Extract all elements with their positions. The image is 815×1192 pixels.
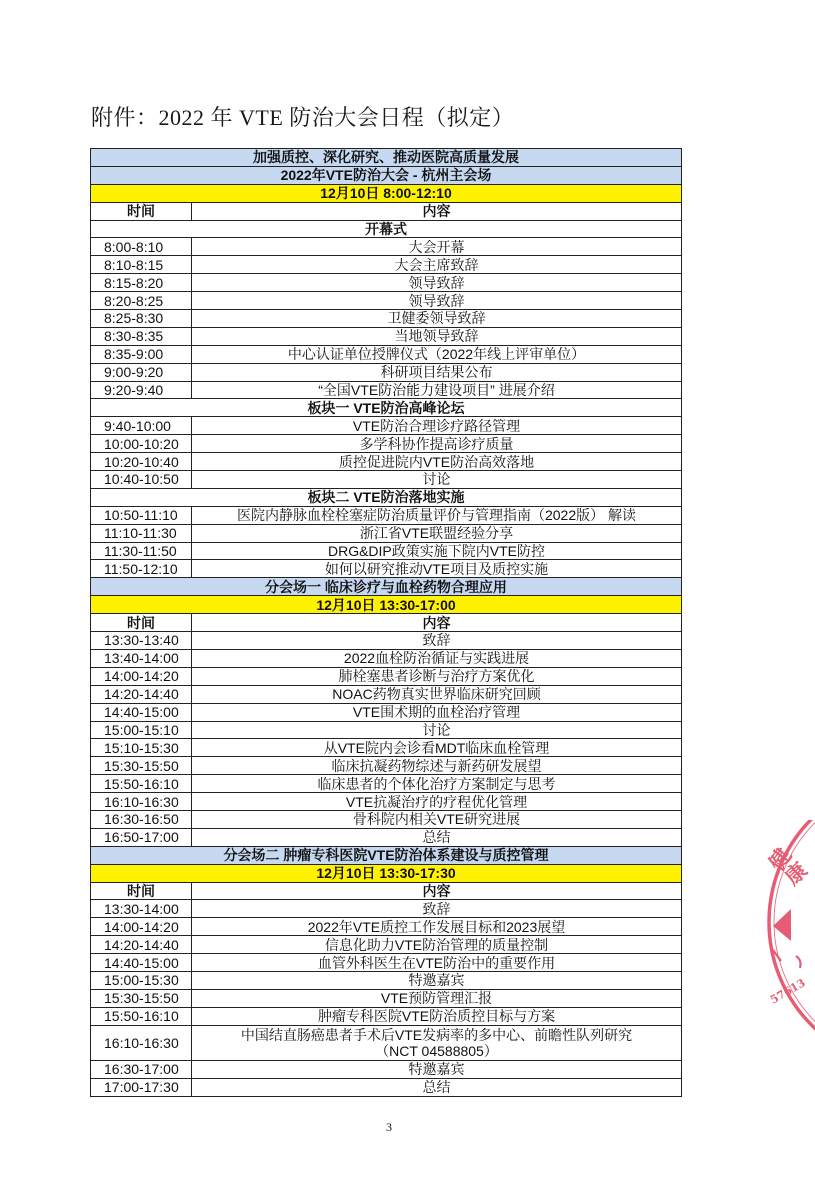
time-cell: 16:30-16:50 [91, 811, 192, 828]
section-row [91, 489, 681, 507]
time-column-header: 时间 [91, 203, 192, 220]
header-row [91, 614, 681, 632]
content-cell [192, 256, 681, 273]
schedule-row [91, 525, 681, 543]
content-cell [192, 793, 681, 810]
content-cell [192, 435, 681, 452]
content-cell [192, 328, 681, 345]
content-cell [192, 990, 681, 1007]
banner-row [91, 149, 681, 167]
content-cell [192, 650, 681, 667]
schedule-row [91, 990, 681, 1008]
time-cell: 10:50-11:10 [91, 507, 192, 524]
banner-text: 分会场二 肿瘤专科医院VTE防治体系建设与质控管理 [223, 847, 549, 864]
time-cell: 15:50-16:10 [91, 775, 192, 792]
time-cell: 9:00-9:20 [91, 364, 192, 381]
content-line: DRG&DIP政策实施下院内VTE防控 [327, 543, 545, 560]
schedule-row [91, 507, 681, 525]
content-cell [192, 829, 681, 846]
content-line: 多学科协作提高诊疗质量 [359, 435, 514, 452]
content-column-header [192, 203, 681, 220]
time-cell: 11:50-12:10 [91, 560, 192, 577]
date-row [91, 865, 681, 883]
time-cell: 8:30-8:35 [91, 328, 192, 345]
content-cell [192, 918, 681, 935]
content-line: 如何以研究推动VTE项目及质控实施 [324, 560, 549, 577]
content-line: 总结 [422, 1079, 451, 1096]
content-cell [192, 739, 681, 756]
content-cell [192, 811, 681, 828]
schedule-row [91, 417, 681, 435]
schedule-row [91, 1061, 681, 1079]
time-cell: 8:15-8:20 [91, 274, 192, 291]
section-text: 开幕式 [365, 221, 407, 237]
time-cell: 14:20-14:40 [91, 686, 192, 703]
schedule-row [91, 704, 681, 722]
date-row [91, 596, 681, 614]
schedule-row [91, 346, 681, 364]
content-line: 当地领导致辞 [394, 328, 479, 345]
content-line: 中国结直肠癌患者手术后VTE发病率的多中心、前瞻性队列研究 [240, 1026, 633, 1043]
banner-row [91, 167, 681, 185]
schedule-row [91, 328, 681, 346]
schedule-row [91, 739, 681, 757]
time-cell: 17:00-17:30 [91, 1079, 192, 1097]
section-text: 板块二 VTE防治落地实施 [307, 489, 465, 506]
time-cell: 10:20-10:40 [91, 453, 192, 470]
content-line: VTE预防管理汇报 [380, 990, 493, 1007]
schedule-row [91, 453, 681, 471]
date-text: 12月10日 13:30-17:30 [316, 865, 456, 882]
schedule-row [91, 543, 681, 561]
content-cell [192, 364, 681, 381]
banner-text: 加强质控、深化研究、推动医院高质量发展 [253, 149, 519, 166]
time-cell: 14:40-15:00 [91, 704, 192, 721]
content-cell [192, 722, 681, 739]
content-line: 医院内静脉血栓栓塞症防治质量评价与管理指南（2022版） 解读 [236, 507, 637, 524]
content-line: VTE抗凝治疗的疗程优化管理 [345, 793, 528, 810]
schedule-row [91, 238, 681, 256]
official-seal [760, 820, 815, 1040]
schedule-row [91, 954, 681, 972]
content-line: 从VTE院内会诊看MDT临床血栓管理 [323, 739, 550, 756]
banner-row [91, 578, 681, 596]
content-line: 内容 [422, 882, 451, 899]
content-column-header [192, 883, 681, 900]
time-cell: 11:10-11:30 [91, 525, 192, 542]
content-line: 2022血栓防治循证与实践进展 [343, 650, 530, 667]
content-cell [192, 900, 681, 917]
schedule-row [91, 900, 681, 918]
time-cell: 15:50-16:10 [91, 1008, 192, 1025]
content-line: VTE围术期的血栓治疗管理 [352, 704, 521, 721]
content-line: 血管外科医生在VTE防治中的重要作用 [317, 954, 556, 971]
content-line: 浙江省VTE联盟经验分享 [359, 525, 514, 542]
time-cell: 10:40-10:50 [91, 471, 192, 488]
time-cell: 13:40-14:00 [91, 650, 192, 667]
schedule-row [91, 256, 681, 274]
time-cell: 15:30-15:50 [91, 757, 192, 774]
content-cell [192, 936, 681, 953]
schedule-row [91, 435, 681, 453]
content-line: 特邀嘉宾 [408, 1061, 465, 1078]
header-row [91, 203, 681, 221]
content-line: 临床患者的个体化治疗方案制定与思考 [317, 775, 556, 792]
schedule-row [91, 292, 681, 310]
page-number: 3 [386, 1120, 392, 1134]
time-cell: 16:10-16:30 [91, 1026, 192, 1060]
schedule-row [91, 1026, 681, 1061]
content-cell [192, 543, 681, 560]
content-cell [192, 453, 681, 470]
time-cell: 8:25-8:30 [91, 310, 192, 327]
time-cell: 15:00-15:10 [91, 722, 192, 739]
time-cell: 13:30-14:00 [91, 900, 192, 917]
content-cell [192, 292, 681, 309]
content-line: 特邀嘉宾 [408, 972, 465, 989]
time-column-header: 时间 [91, 883, 192, 900]
section-text: 板块一 VTE防治高峰论坛 [307, 399, 465, 416]
content-line: 致辞 [422, 900, 451, 917]
content-cell [192, 632, 681, 649]
time-cell: 8:35-9:00 [91, 346, 192, 363]
content-cell [192, 507, 681, 524]
banner-text: 2022年VTE防治大会 - 杭州主会场 [280, 167, 492, 184]
content-cell [192, 238, 681, 255]
schedule-row [91, 811, 681, 829]
content-cell [192, 668, 681, 685]
schedule-row [91, 722, 681, 740]
schedule-row [91, 668, 681, 686]
section-row [91, 399, 681, 417]
banner-text: 分会场一 临床诊疗与血栓药物合理应用 [265, 578, 507, 595]
time-cell: 16:30-17:00 [91, 1061, 192, 1078]
content-cell [192, 775, 681, 792]
date-text: 12月10日 8:00-12:10 [320, 185, 452, 202]
content-line: 大会开幕 [408, 238, 465, 255]
content-cell [192, 972, 681, 989]
content-cell [192, 471, 681, 488]
content-line: 总结 [422, 829, 451, 846]
time-cell: 15:10-15:30 [91, 739, 192, 756]
date-row [91, 185, 681, 203]
time-cell: 8:00-8:10 [91, 238, 192, 255]
content-line: VTE防治合理诊疗路径管理 [352, 417, 521, 434]
time-column-header: 时间 [91, 614, 192, 631]
schedule-row [91, 793, 681, 811]
content-line: “全国VTE防治能力建设项目” 进展介绍 [318, 382, 555, 399]
schedule-row [91, 918, 681, 936]
schedule-row [91, 757, 681, 775]
content-line: 2022年VTE质控工作发展目标和2023展望 [307, 918, 566, 935]
time-cell: 14:00-14:20 [91, 668, 192, 685]
schedule-row [91, 274, 681, 292]
content-line: 信息化助力VTE防治管理的质量控制 [324, 936, 549, 953]
schedule-row [91, 560, 681, 578]
time-cell: 8:10-8:15 [91, 256, 192, 273]
schedule-row [91, 650, 681, 668]
content-cell [192, 757, 681, 774]
content-cell [192, 525, 681, 542]
content-line: 卫健委领导致辞 [387, 310, 486, 327]
content-line: 科研项目结果公布 [380, 364, 493, 381]
content-line: 讨论 [422, 721, 451, 738]
schedule-row [91, 972, 681, 990]
content-cell [192, 382, 681, 399]
schedule-row [91, 829, 681, 847]
time-cell: 9:20-9:40 [91, 382, 192, 399]
content-cell [192, 686, 681, 703]
time-cell: 13:30-13:40 [91, 632, 192, 649]
content-cell [192, 954, 681, 971]
time-cell: 14:00-14:20 [91, 918, 192, 935]
content-line: 领导致辞 [408, 274, 465, 291]
content-cell [192, 1008, 681, 1025]
content-cell [192, 1061, 681, 1078]
time-cell: 10:00-10:20 [91, 435, 192, 452]
content-cell [192, 274, 681, 291]
content-line: （NCT 04588805） [375, 1042, 498, 1059]
time-cell: 15:30-15:50 [91, 990, 192, 1007]
content-line: 内容 [422, 614, 451, 631]
seal-star-point [773, 909, 791, 941]
content-line: 中心认证单位授牌仪式（2022年线上评审单位） [287, 346, 586, 363]
content-cell [192, 310, 681, 327]
time-cell: 14:40-15:00 [91, 954, 192, 971]
content-line: 大会主席致辞 [394, 256, 479, 273]
content-line: 肿瘤专科医院VTE防治质控目标与方案 [317, 1008, 556, 1025]
time-cell: 9:40-10:00 [91, 417, 192, 434]
header-row [91, 883, 681, 901]
seal-number: 57613 [768, 976, 808, 1007]
seal-char: 健 [763, 843, 797, 875]
content-line: 领导致辞 [408, 292, 465, 309]
content-line: 临床抗凝药物综述与新药研发展望 [331, 757, 542, 774]
time-cell: 15:00-15:30 [91, 972, 192, 989]
time-cell: 14:20-14:40 [91, 936, 192, 953]
content-line: 内容 [422, 203, 451, 220]
time-cell: 16:10-16:30 [91, 793, 192, 810]
schedule-row [91, 471, 681, 489]
seal-char: 康 [779, 857, 812, 890]
content-cell [192, 560, 681, 577]
time-cell: 16:50-17:00 [91, 829, 192, 846]
content-cell [192, 1079, 681, 1097]
schedule-row [91, 686, 681, 704]
schedule-row [91, 364, 681, 382]
content-line: 骨科院内相关VTE研究进展 [352, 811, 521, 828]
content-cell [192, 417, 681, 434]
content-cell [192, 1026, 681, 1060]
schedule-row [91, 310, 681, 328]
content-line: 致辞 [422, 632, 451, 649]
time-cell: 11:30-11:50 [91, 543, 192, 560]
schedule-table [90, 148, 682, 1097]
content-cell [192, 704, 681, 721]
section-row [91, 221, 681, 239]
seal-mark [796, 956, 801, 968]
schedule-row [91, 775, 681, 793]
time-cell: 8:20-8:25 [91, 292, 192, 309]
schedule-row [91, 1008, 681, 1026]
content-line: 讨论 [422, 471, 451, 488]
schedule-row [91, 632, 681, 650]
schedule-row [91, 936, 681, 954]
date-text: 12月10日 13:30-17:00 [316, 596, 456, 613]
content-line: 质控促进院内VTE防治高效落地 [338, 453, 535, 470]
content-line: 肺栓塞患者诊断与治疗方案优化 [338, 668, 535, 685]
banner-row [91, 847, 681, 865]
schedule-row [91, 382, 681, 400]
content-line: NOAC药物真实世界临床研究回顾 [332, 686, 541, 703]
schedule-row [91, 1079, 681, 1097]
document-title: 附件：2022 年 VTE 防治大会日程（拟定） [91, 105, 515, 130]
content-column-header [192, 614, 681, 631]
content-cell [192, 346, 681, 363]
